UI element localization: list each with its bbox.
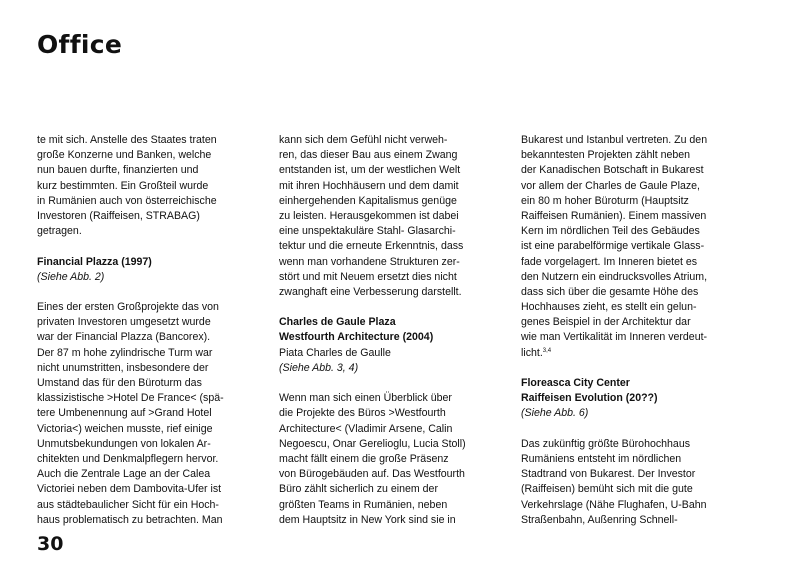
paragraph-gap — [37, 239, 257, 254]
text-column-2 — [279, 133, 494, 528]
text-line: licht.$^{3,4}$ — [521, 346, 552, 359]
text-column-1 — [37, 133, 257, 528]
text-column-3 — [521, 133, 746, 528]
text-line: nun bauen durfte, finanzierten und — [37, 164, 199, 177]
paragraph-gap — [37, 285, 257, 300]
text-line: ein 80 m hoher Büroturm (Hauptsitz — [521, 194, 689, 207]
text-line: bekanntesten Projekten zählt neben — [521, 149, 691, 162]
text-line: Hochhauses zieht, es stellt ein gelun- — [521, 301, 697, 314]
text-line: Bukarest und Istanbul vertreten. Zu den — [521, 134, 708, 146]
text-line: Rumäniens entsteht im nördlichen — [521, 452, 682, 465]
text-line: der Kanadischen Botschaft in Bukarest — [521, 164, 704, 177]
text-line: mit ihren Hochhäusern und dem damit — [279, 179, 459, 192]
text-line: Kern im nördlichen Teil des Gebäudes — [521, 225, 700, 238]
text-line: haus problematisch zu betrachten. Man — [37, 513, 223, 526]
text-line: Piata Charles de Gaulle — [279, 346, 391, 359]
text-line: dem Hauptsitz in New York sind sie in — [279, 513, 456, 526]
figure-reference: (Siehe Abb. 3, 4) — [279, 361, 359, 374]
text-line: tektur und die erneute Erkenntnis, dass — [279, 240, 464, 253]
text-line: aus städtebaulicher Sicht für ein Hoch- — [37, 498, 219, 511]
text-line: Auch die Zentrale Lage an der Calea — [37, 468, 211, 481]
text-line: Eines der ersten Großprojekte das von — [37, 301, 219, 314]
text-line: (Raiffeisen) bemüht sich mit die gute — [521, 483, 693, 496]
text-line: in Rumänien auch von österreichische — [37, 194, 217, 207]
text-line: getragen. — [37, 225, 82, 238]
section-heading: Financial Plazza (1997) — [37, 255, 152, 268]
paragraph-gap — [279, 376, 494, 391]
text-line: ist eine parabelförmige vertikale Glass- — [521, 240, 705, 253]
text-line: genes Beispiel in der Architektur dar — [521, 316, 691, 329]
text-line: ren, das dieser Bau aus einem Zwang — [279, 149, 458, 162]
text-line: wenn man vorhandene Strukturen zer- — [279, 255, 460, 268]
text-line: dass sich über die gesamte Höhe des — [521, 285, 699, 298]
text-line: vor allem der Charles de Gaule Plaze, — [521, 179, 701, 192]
text-line: tere Umbenennung auf >Grand Hotel — [37, 407, 212, 420]
paragraph-gap — [521, 422, 746, 437]
text-line: Verkehrslage (Nähe Flughafen, U-Bahn — [521, 498, 707, 511]
text-line: große Konzerne und Banken, welche — [37, 149, 212, 162]
text-line: te mit sich. Anstelle des Staates traten — [37, 134, 217, 146]
section-heading: Westfourth Architecture (2004) — [279, 331, 434, 344]
text-line: Der 87 m hohe zylindrische Turm war — [37, 346, 213, 359]
page-number: 30 — [37, 533, 64, 555]
text-line: größten Teams in Rumänien, neben — [279, 498, 448, 511]
text-line: Architecture< (Vladimir Arsene, Calin — [279, 422, 453, 435]
text-line: Stadtrand von Bukarest. Der Investor — [521, 468, 696, 481]
text-line: klassizistische >Hotel De France< (spä- — [37, 392, 224, 405]
text-line: zwanghaft eine Verbesserung darstellt. — [279, 285, 462, 298]
figure-reference: (Siehe Abb. 2) — [37, 270, 105, 283]
text-line: Umstand das für den Büroturm das — [37, 377, 202, 389]
text-line: privaten Investoren umgesetzt wurde — [37, 316, 211, 329]
text-line: stört und mit Neuem ersetzt dies nicht — [279, 270, 457, 283]
text-line: Wenn man sich einen Überblick über — [279, 392, 452, 405]
section-heading: Floreasca City Center — [521, 377, 630, 389]
paragraph-gap — [279, 300, 494, 315]
page-title: Office — [37, 30, 123, 59]
figure-reference: (Siehe Abb. 6) — [521, 407, 589, 420]
text-line: Das zukünftig größte Bürohochhaus — [521, 437, 691, 450]
text-line: Negoescu, Onar Gerelioglu, Lucia Stoll) — [279, 437, 466, 450]
text-line: von Bürogebäuden auf. Das Westfourth — [279, 468, 465, 481]
text-line: Büro zählt sicherlich zu einem der — [279, 483, 438, 496]
text-line: Unmutsbekundungen von lokalen Ar- — [37, 437, 211, 450]
text-line: entstanden ist, um der westlichen Welt — [279, 164, 461, 177]
text-line: Straßenbahn, Außenring Schnell- — [521, 513, 678, 526]
text-line: den Nutzern ein eindrucksvolles Atrium, — [521, 270, 708, 283]
text-line: Raiffeisen Rumänien). Einem massiven — [521, 209, 707, 222]
text-line: war der Financial Plazza (Bancorex). — [37, 331, 211, 344]
text-line: einhergehenden Kapitalismus genüge — [279, 194, 457, 207]
text-line: Victoriei neben dem Dambovita-Ufer ist — [37, 483, 222, 496]
text-line: macht fällt einem die große Präsenz — [279, 452, 449, 465]
text-line: die Projekte des Büros >Westfourth — [279, 407, 446, 420]
paragraph-gap — [521, 361, 746, 376]
section-heading: Charles de Gaule Plaza — [279, 316, 396, 329]
text-line: wie man Vertikalität im Inneren verdeut- — [521, 331, 708, 344]
section-heading: Raiffeisen Evolution (20??) — [521, 392, 658, 405]
footnote-marker: 3,4 — [542, 347, 552, 354]
text-line: kurz bestimmten. Ein Großteil wurde — [37, 179, 209, 192]
text-line: Victoria<) weichen musste, rief einige — [37, 422, 213, 435]
text-line: zu leisten. Herausgekommen ist dabei — [279, 209, 459, 222]
text-line: Investoren (Raiffeisen, STRABAG) — [37, 209, 200, 222]
text-line: chitekten und Denkmalpflegern hervor. — [37, 452, 219, 465]
text-line: eine unspektakuläre Stahl- Glasarchi- — [279, 225, 456, 238]
text-line: kann sich dem Gefühl nicht verweh- — [279, 134, 448, 146]
text-line: nicht unumstritten, insbesondere der — [37, 361, 209, 374]
text-line: fade vorgelagert. Im Inneren bietet es — [521, 255, 698, 268]
